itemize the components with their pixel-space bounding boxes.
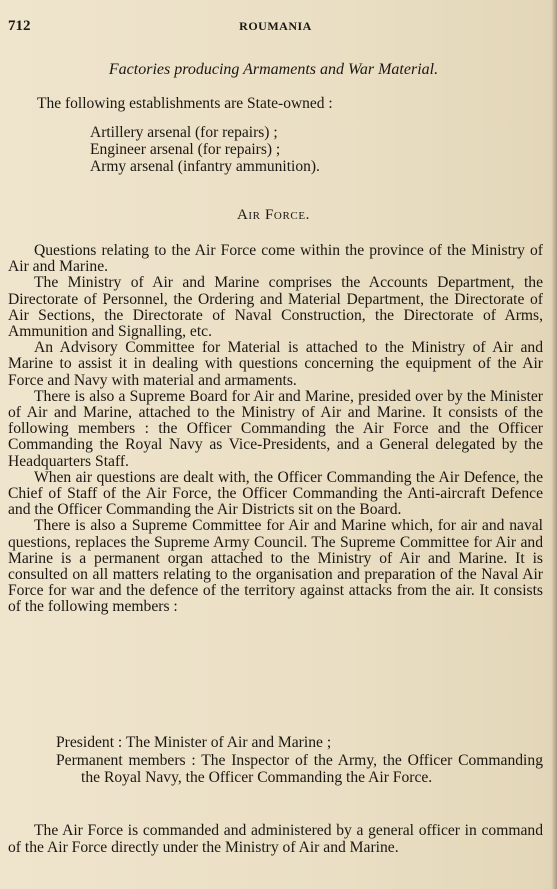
running-head: ROUMANIA bbox=[239, 19, 312, 33]
paragraph: Questions relating to the Air Force come within the province of the Ministry of Air and Marine. bbox=[8, 242, 543, 276]
committee-members bbox=[56, 734, 543, 787]
section-title: Factories producing Armaments and War Material. bbox=[108, 61, 439, 78]
list-item: Army arsenal (infantry ammunition). bbox=[90, 158, 320, 175]
page-edge-shadow bbox=[551, 0, 557, 889]
paragraph: There is also a Supreme Board for Air and Marine, presided over by the Minister of Air and Marine, attached to the Ministry of Air and Marine. It consists of the following members : the Officer Commanding the Air Force and the Officer Commanding the Royal Navy as Vice-Presidents, and a General delegated by the Headquarters Staff. bbox=[8, 387, 543, 470]
air-force-heading-text: Air Force. bbox=[236, 207, 310, 223]
list-item: Engineer arsenal (for repairs) ; bbox=[90, 141, 281, 158]
member-president: President : The Minister of Air and Marine ; bbox=[56, 734, 332, 751]
air-force-heading bbox=[0, 207, 547, 224]
list-item: Artillery arsenal (for repairs) ; bbox=[90, 124, 278, 141]
page-number: 712 bbox=[8, 18, 31, 34]
paragraph: The Air Force is commanded and administered by a general officer in command of the Air Force directly under the Ministry of Air and Marine. bbox=[8, 822, 543, 856]
paragraph: There is also a Supreme Committee for Air and Marine which, for air and naval questions, replaces the Supreme Army Council. The Supreme Committee for Air and Marine is a permanent organ attached to the Ministry of Air and Marine. It is consulted on all matters relating to the organisation and preparation of the Naval Air Force for war and the defence of the territory against attacks from the air. It consists of the following members : bbox=[8, 517, 543, 616]
page-header bbox=[8, 18, 543, 38]
paragraph: An Advisory Committee for Material is attached to the Ministry of Air and Marine to assist it in dealing with questions concerning the equipment of the Air Force and Navy with material and armaments. bbox=[8, 339, 543, 389]
paragraph: The Ministry of Air and Marine comprises the Accounts Department, the Directorate of Personnel, the Ordering and Material Department, the Directorate of Air Sections, the Directorate of Naval Construction, the Directorate of Arms, Ammunition and Signalling, etc. bbox=[8, 274, 543, 341]
state-owned-list bbox=[90, 124, 320, 175]
paragraph: When air questions are dealt with, the Officer Commanding the Air Defence, the Chief of Staff of the Air Force, the Officer Commanding the Anti-aircraft Defence and the Officer Commanding the Air Districts sit on the Board. bbox=[8, 468, 543, 519]
member-permanent: Permanent members : The Inspector of the Army, the Officer Commanding the Royal Navy, the Officer Commanding the Air Force. bbox=[56, 751, 543, 786]
air-force-body bbox=[8, 243, 543, 616]
closing-paragraph bbox=[8, 822, 543, 856]
intro-text: The following establishments are State-owned : bbox=[37, 95, 333, 112]
